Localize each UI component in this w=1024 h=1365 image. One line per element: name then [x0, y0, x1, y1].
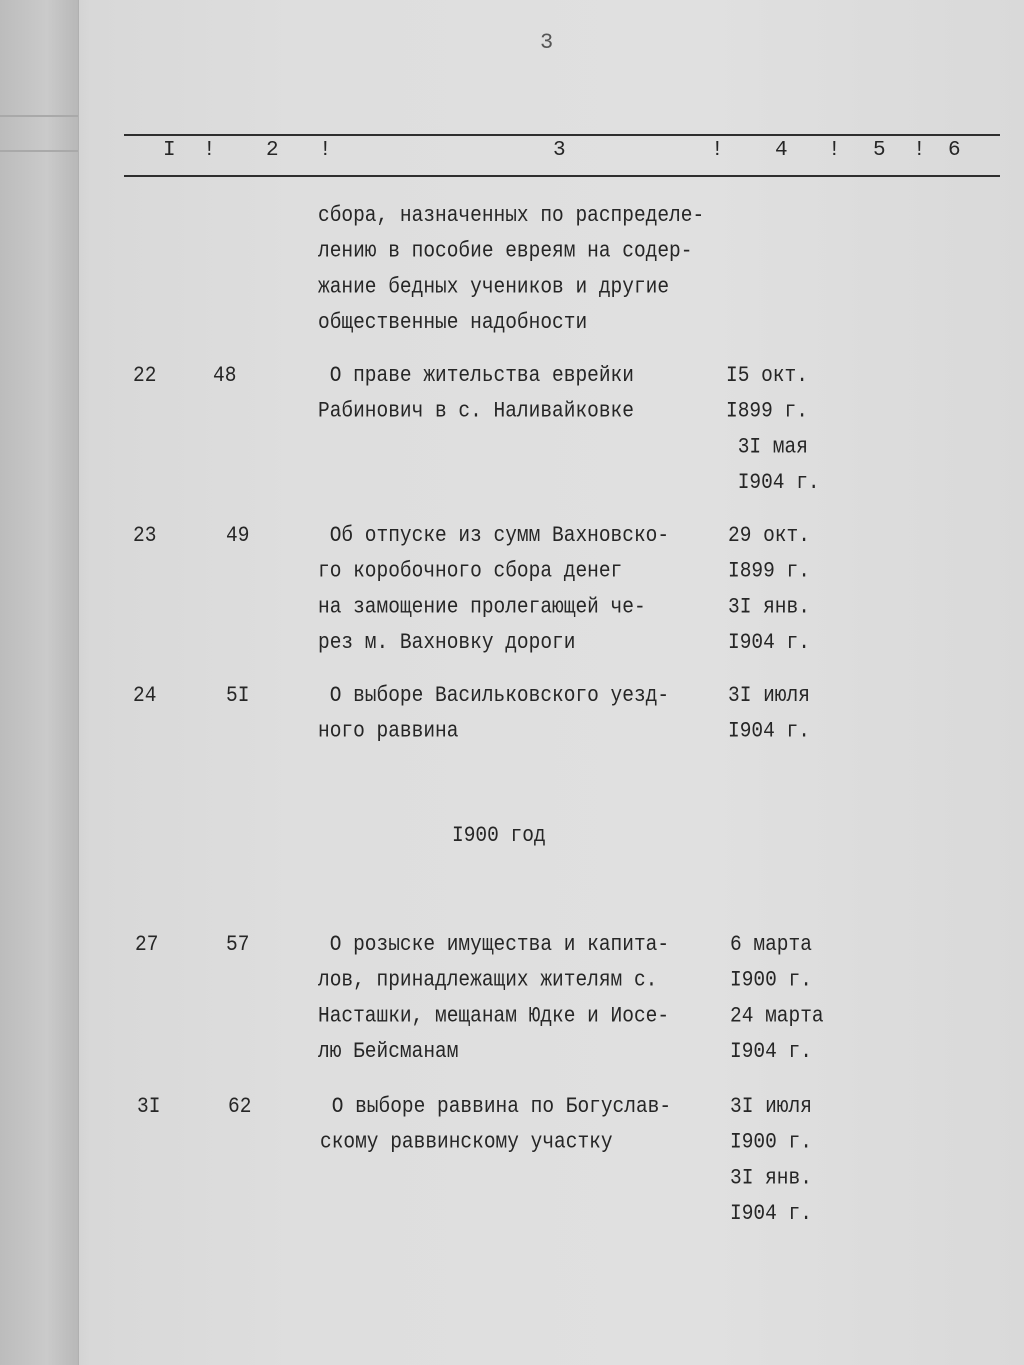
previous-page-edge: [0, 0, 79, 1365]
entry-dates: [728, 518, 810, 661]
file-number: 57: [226, 931, 250, 957]
col-separator: !: [828, 139, 841, 162]
text-line: лению в пособие евреям на содер-: [318, 238, 693, 264]
text-line: лю Бейсманам: [318, 1038, 459, 1064]
header-bottom-rule: [124, 175, 1000, 177]
entry-number: 22: [133, 362, 157, 388]
entry-dates: [726, 358, 820, 501]
text-line: сбора, назначенных по распределе-: [318, 202, 705, 228]
date-line: 3I июля: [730, 1093, 812, 1119]
text-line: О выборе раввина по Богуслав-: [320, 1093, 672, 1119]
date-line: 6 марта: [730, 931, 812, 957]
text-line: го коробочного сбора денег: [318, 558, 623, 584]
entry-title: [320, 1089, 671, 1160]
col-separator: !: [203, 139, 216, 162]
entry-title: [318, 518, 669, 661]
date-line: I904 г.: [730, 1200, 812, 1226]
text-line: Об отпуске из сумм Вахновско-: [318, 522, 670, 548]
text-line: О розыске имущества и капита-: [318, 931, 670, 957]
date-line: 3I мая: [726, 433, 808, 460]
entry-number: 23: [133, 522, 157, 548]
date-line: I5 окт.: [726, 362, 808, 388]
col-header-5: 5: [873, 139, 886, 162]
entry-title: [318, 358, 634, 429]
col-separator: !: [913, 139, 926, 162]
col-separator: !: [319, 139, 332, 162]
entry-number: 27: [135, 931, 159, 957]
date-line: I900 г.: [730, 967, 812, 993]
date-line: I904 г.: [726, 469, 820, 495]
date-line: 3I янв.: [730, 1164, 812, 1191]
col-header-2: 2: [266, 139, 279, 162]
entry-dates: [730, 1089, 812, 1232]
date-line: I899 г.: [726, 398, 808, 424]
col-header-4: 4: [775, 139, 788, 162]
edge-rule: [0, 150, 78, 152]
continuation-text: [318, 198, 704, 341]
date-line: I904 г.: [730, 1038, 812, 1064]
date-line: 29 окт.: [728, 522, 810, 548]
entry-dates: [730, 927, 824, 1070]
text-line: рез м. Вахновку дороги: [318, 629, 576, 655]
col-header-6: 6: [948, 139, 961, 162]
entry-title: [318, 678, 669, 749]
entry-number: 3I: [137, 1093, 161, 1119]
edge-rule: [0, 115, 78, 117]
entry-dates: [728, 678, 810, 749]
entry-number: 24: [133, 682, 157, 708]
date-line: I900 г.: [730, 1129, 812, 1155]
text-line: жание бедных учеников и другие: [318, 273, 670, 300]
text-line: скому раввинскому участку: [320, 1129, 613, 1155]
date-line: I904 г.: [728, 629, 810, 655]
col-header-3: 3: [553, 139, 566, 162]
text-line: общественные надобности: [318, 309, 588, 335]
entry-title: [318, 927, 669, 1070]
text-line: О праве жительства еврейки: [318, 362, 634, 388]
date-line: 3I июля: [728, 682, 810, 708]
date-line: 3I янв.: [728, 593, 810, 620]
file-number: 5I: [226, 682, 250, 708]
date-line: I904 г.: [728, 718, 810, 744]
year-heading: I900 год: [452, 822, 546, 848]
col-header-1: I: [163, 139, 176, 162]
text-line: Насташки, мещанам Юдке и Иосе-: [318, 1002, 670, 1029]
text-line: лов, принадлежащих жителям с.: [318, 967, 658, 993]
text-line: О выборе Васильковского уезд-: [318, 682, 670, 708]
header-top-rule: [124, 134, 1000, 136]
date-line: 24 марта: [730, 1002, 824, 1029]
file-number: 49: [226, 522, 250, 548]
page-number: 3: [540, 30, 554, 55]
text-line: Рабинович в с. Наливайковке: [318, 398, 634, 424]
col-separator: !: [711, 139, 724, 162]
text-line: ного раввина: [318, 718, 459, 744]
file-number: 62: [228, 1093, 252, 1119]
date-line: I899 г.: [728, 558, 810, 584]
file-number: 48: [213, 362, 237, 388]
text-line: на замощение пролегающей че-: [318, 593, 646, 620]
